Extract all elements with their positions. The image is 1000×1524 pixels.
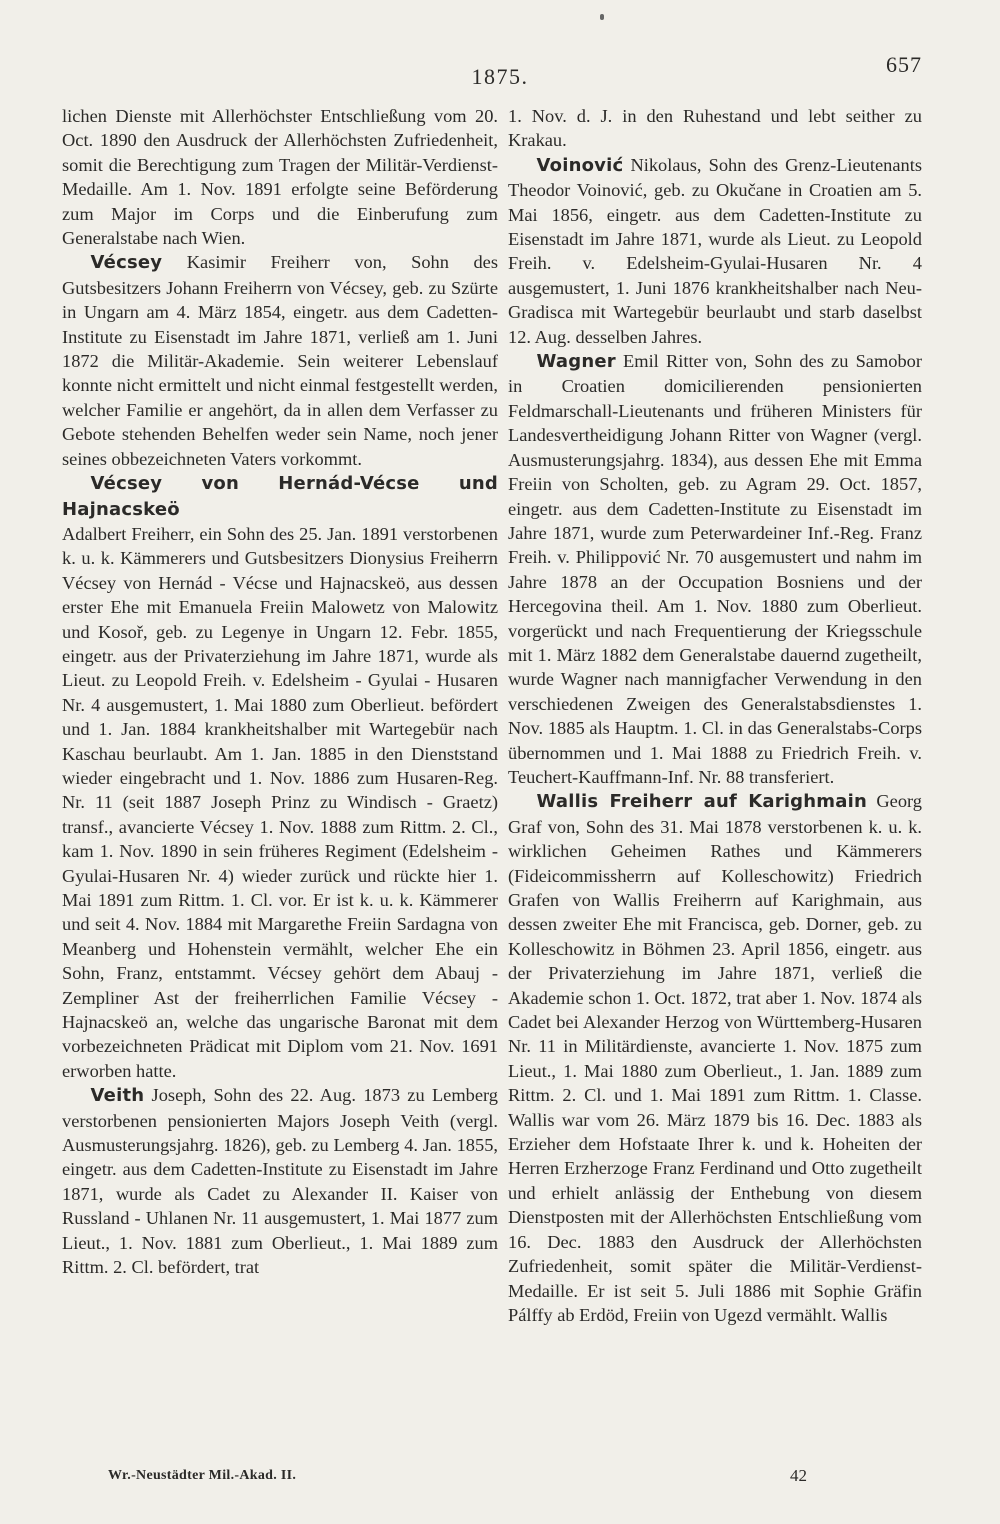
entry-name: Vécsey von Hernád-Vécse und Hajnacskeö <box>62 473 498 520</box>
entry-text: Kasimir Freiherr von, Sohn des Gutsbesitzers Johann Freiherrn von Vécsey, geb. zu Szürte in Ungarn am 4. März 1854, eingetr. aus dem Cadetten-Institute zu Eisenstadt im Jahre 1871, verließ am 1. Juni 1872 die Militär-Akademie. Sein weiterer Lebenslauf konnte nicht ermittelt und nicht einmal festgestellt werden, welcher Familie er angehört, da in allen dem Verfasser zu Gebote stehenden Behelfen weder sein Name, noch jener seines obbezeichneten Vaters vorkommt. <box>62 252 498 469</box>
entry-veith <box>62 1083 498 1279</box>
right-column <box>508 104 922 1327</box>
page-number: 657 <box>886 52 922 77</box>
entry-name: Vécsey <box>90 252 163 274</box>
entry-text: Emil Ritter von, Sohn des zu Samobor in Croatien domicilierenden pensionierten Feldmarschall-Lieutenants und früheren Ministers für Landesvertheidigung Johann Ritter von Wagner (vergl. Ausmusterungsjahrg. 1834), aus dessen Ehe mit Emma Freiin von Scholten, geb. zu Agram 29. Oct. 1857, eingetr. aus dem Cadetten-Institute zu Eisenstadt im Jahre 1871, wurde zum Peterwardeiner Inf.-Reg. Franz Freih. v. Philippović Nr. 70 ausgemustert und nahm im Jahre 1878 an der Occupation Bosniens und der Hercegovina theil. Am 1. Nov. 1880 zum Oberlieut. vorgerückt und nach Frequentierung der Kriegsschule mit 1. März 1882 dem Generalstabe dauernd zugetheilt, wurde Wagner nach mannigfacher Verwendung in den verschiedenen Zweigen des Generalstabsdienstes 1. Nov. 1885 als Hauptm. 1. Cl. in das Generalstabs-Corps übernommen und 1. Mai 1888 zu Friedrich Freih. v. Teuchert-Kauffmann-Inf. Nr. 88 transferiert. <box>508 351 922 787</box>
running-head-year: 1875. <box>471 64 529 89</box>
entry-text: Georg Graf von, Sohn des 31. Mai 1878 verstorbenen k. u. k. wirklichen Geheimen Rathes und Kämmerers (Fideicommissherrn auf Kolleschowitz) Friedrich Grafen von Wallis Freiherrn auf Karighmain, aus dessen zweiter Ehe mit Francisca, geb. Dorner, geb. zu Kolleschowitz in Böhmen 23. April 1856, eingetr. aus der Privaterziehung im Jahre 1871, verließ die Akademie schon 1. Oct. 1872, trat aber 1. Nov. 1874 als Cadet bei Alexander Herzog von Württemberg-Husaren Nr. 11 in Militärdienste, avancierte 1. Nov. 1875 zum Lieut., 1. Mai 1880 zum Oberlieut., 1. Jan. 1889 zum Rittm. 2. Cl. und 1. Mai 1891 zum Rittm. 1. Classe. Wallis war vom 26. März 1879 bis 16. Dec. 1883 als Erzieher dem Hofstaate Ihrer k. und k. Hoheiten der Herren Erzherzoge Franz Ferdinand und Otto zugetheilt und erhielt anlässig der Enthebung von diesem Dienstposten mit der Allerhöchsten Entschließung vom 16. Dec. 1883 den Ausdruck der Allerhöchsten Zufriedenheit, somit später die Militär-Verdienst-Medaille. Er ist seit 5. Juli 1886 mit Sophie Gräfin Pálffy ab Erdöd, Freiin von Ugezd vermählt. Wallis <box>508 791 923 1325</box>
entry-vecsey-hernad-text: Adalbert Freiherr, ein Sohn des 25. Jan. 1891 verstorbenen k. u. k. Kämmerers und Gutsbesitzers Dionysius Freiherrn Vécsey von Hernád - Vécse und Hajnacskeö, aus dessen erster Ehe mit Emanuela Freiin Malowetz von Malowitz und Kosoř, geb. zu Legenye in Ungarn 12. Febr. 1855, eingetr. aus der Privaterziehung im Jahre 1871, wurde als Lieut. zu Leopold Freih. v. Edelsheim - Gyulai - Husaren Nr. 4 ausgemustert, 1. Mai 1880 zum Oberlieut. befördert und 1. Jan. 1884 krankheitshalber mit Wartegebür nach Kaschau beurlaubt. Am 1. Jan. 1885 in den Dienststand wieder eingebracht und 1. Nov. 1886 zum Husaren-Reg. Nr. 11 (seit 1887 Joseph Prinz zu Windisch - Graetz) transf., avancierte Vécsey 1. Nov. 1888 zum Rittm. 2. Cl., kam 1. Nov. 1890 in sein früheres Regiment (Edelsheim - Gyulai-Husaren Nr. 4) wieder zurück und rückte hier 1. Mai 1891 zum Rittm. 1. Cl. vor. Er ist k. u. k. Kämmerer und seit 4. Nov. 1884 mit Margarethe Freiin Sardagna von Meanberg und Hohenstein vermählt, welcher Ehe ein Sohn, Franz, entstammt. Vécsey gehört dem Abauj - Zempliner Ast der freiherrlichen Familie Vécsey - Hajnacskeö an, welche das ungarische Baronat mit dem vorbezeichneten Prädicat mit Diplom vom 21. Nov. 1691 erworben hatte. <box>62 523 498 1081</box>
entry-name: Wallis Freiherr auf Karighmain <box>536 791 867 813</box>
entry-vecsey <box>62 250 498 471</box>
entry-name: Veith <box>90 1085 145 1107</box>
entry-text: Nikolaus, Sohn des Grenz-Lieutenants Theodor Voinović, geb. zu Okučane in Croatien am 5. Mai 1856, eingetr. aus dem Cadetten-Institute zu Eisenstadt im Jahre 1871, wurde als Lieut. zu Leopold Freih. v. Edelsheim-Gyulai-Husaren Nr. 4 ausgemustert, 1. Juni 1876 krankheitshalber nach Neu-Gradisca mit Wartegebür beurlaubt und starb daselbst 12. Aug. desselben Jahres. <box>508 154 922 347</box>
entry-vecsey-hernad-heading <box>62 471 498 522</box>
entry-name: Voinović <box>536 154 624 176</box>
ink-speck <box>600 14 604 20</box>
entry-name: Wagner <box>536 351 616 373</box>
left-column <box>62 104 498 1280</box>
paragraph-continuation: 1. Nov. d. J. in den Ruhestand und lebt seither zu Krakau. <box>508 106 922 151</box>
entry-wagner <box>508 349 922 789</box>
paragraph-continuation: lichen Dienste mit Allerhöchster Entschließung vom 20. Oct. 1890 den Ausdruck der Allerhöchsten Zufriedenheit, somit die Berechtigung zum Tragen der Militär-Verdienst-Medaille. Am 1. Nov. 1891 erfolgte seine Beförderung zum Major im Corps und die Einberufung zum Generalstabe nach Wien. <box>62 106 498 249</box>
entry-wallis <box>508 789 922 1327</box>
footer-sheet-number: 42 <box>790 1466 807 1485</box>
entry-text: Joseph, Sohn des 22. Aug. 1873 zu Lemberg verstorbenen pensionierten Majors Joseph Veith (vergl. Ausmusterungsjahrg. 1826), geb. zu Lemberg 4. Jan. 1855, eingetr. aus dem Cadetten-Institute zu Eisenstadt im Jahre 1871, wurde als Cadet zu Alexander II. Kaiser von Russland - Uhlanen Nr. 11 ausgemustert, 1. Mai 1877 zum Lieut., 1. Nov. 1881 zum Oberlieut., 1. Mai 1889 zum Rittm. 2. Cl. befördert, trat <box>62 1085 498 1278</box>
entry-voinovic <box>508 153 922 349</box>
footer-signature: Wr.-Neustädter Mil.-Akad. II. <box>108 1468 297 1483</box>
